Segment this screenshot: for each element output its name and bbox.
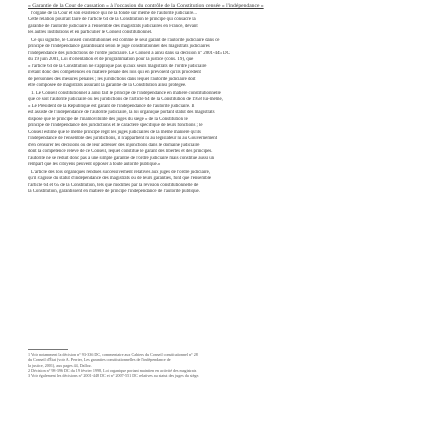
footnote-separator [28,349,68,350]
paragraph-line: principe de l'indépendance des juridictions et le caractère spécifique de leurs fonctions ; le [28,123,203,129]
footnote-line: 1 Voir notamment la décision n° 93-336 DC, commentaire aux Cahiers du Conseil constitutionnel n° 28 [28,352,198,357]
paragraph-line: qu'il s'agisse du statut d'indépendance des magistrats ou de leurs garanties, font que l'ensemble [28,176,212,182]
paragraph [28,170,394,196]
paragraph [28,38,394,90]
paragraph-line: n'étant donc des compétences en matière pénale des lois qui en prévoient qu'ils procèdent [28,70,201,76]
paragraph-line: que ce soit l'autorité judiciaire ou les juridictions de l'article 64 de la Constitution de 1958 lui-même, [28,97,223,103]
paragraph-line: est assisté de l'indépendance de l'autorité judiciaire, la loi organique portant statut des magistrats [28,110,215,116]
footnote-line: du Conseil d'État (voir A. Perrier, Les garanties constitutionnelles de l'indépendance de [28,357,171,363]
footnote-line: la justice, 2001), aux pages 44, Dalloz. [28,362,92,368]
paragraph-line: Cette relation pourrait faire de l'article 64 de la Constitution le principe qui consacre la [28,17,196,23]
document-heading: « Garantie de la Cour de cassation » à l'occasion du contrôle de la Constitution censée « l'indépendance » [28,3,264,9]
paragraph-line: dont la compétence relève de ce Conseil, lequel constitue le garant des libertés et des principes. [28,149,213,155]
document-body [28,3,394,197]
paragraph-line: « Le Président de la République est garant de l'indépendance de l'autorité judiciaire. Il [28,103,195,109]
footnote-line: 3 Voir également les décisions n° 2001-448 DC et n° 2007-551 DC relatives au statut des juges du siège. [28,373,200,378]
paragraph [28,91,394,169]
paragraph-line: l'autorité ne se réduit donc pas à une simple garantie de l'ordre judiciaire mais constitue aussi un [28,155,215,161]
paragraph-line: l'indépendance des juridictions de l'ordre judiciaire. Le Conseil a ainsi dans sa décision n° 2001-445 DC [28,50,230,56]
paragraph-line: de personnes des mesures pénales ; les juridictions dans lequel l'autorité judiciaire doit [28,76,196,82]
paragraph-line: 1. Le Conseil constitutionnel a ainsi fait le principe de l'indépendance en matière constitutionnelle [31,90,221,96]
footnotes-container [28,352,390,378]
paragraphs-container [28,11,394,196]
paragraph-line: du 19 juin 2001, Loi d'orientation et de programmation pour la justice (cons. 19), que [28,57,194,63]
paragraph-line: d'en censurer les décisions ou de leur adresser des injonctions dans le domaine judiciaire [28,142,200,148]
paragraph-line: dispose que le principe de l'inamovibilité des juges du siège » de la Constitution le [28,116,188,122]
paragraph-line: la Constitution, garantissent en matière de principe l'indépendance de l'autorité publique. [28,189,200,195]
paragraph-line: l'article 64 et 65 de la Constitution, tels que modifiés par la révision constitutionnelle de [28,182,199,188]
paragraph-line: l'indépendance de l'ensemble des juridictions, il n'appartient ni au législateur ni au Gouvernement [28,136,218,142]
paragraph-line: principe de l'indépendance garantissant selon le juge constitutionnel des magistrats judiciaires [28,44,210,50]
paragraph-line: Ce qui signifie, le Conseil constitutionnel est comme le seul garant de l'autorité judiciaire dans ce [31,37,220,43]
paragraph-line: L'article des lois organiques rendues successivement relatives aux juges de l'ordre judiciaire, [31,169,211,175]
paragraph-line: rempart que les citoyens peuvent opposer à toute autorité publique.» [28,162,161,168]
paragraph-line: les autres institutions et en particulier le Conseil constitutionnel. [28,30,153,36]
paragraph-line: « l'article 64 de la Constitution ne s'applique pas qu'aux seuls magistrats de l'ordre judiciaire [28,63,207,69]
paragraph-line: l'organe de la Cour et son existence qui ne la fonde sur même de l'autorité judiciaire... [31,10,197,16]
footnote-line: 2 Décision n° 98-396 DC du 19 février 1998, Loi organique portant maintien en activité des magistrats [28,367,197,373]
paragraph-line: Conseil estime que le même principe régit les juges judiciaires de la même manière qu'ils [28,129,201,135]
paragraph-line: garantie de l'autorité judiciaire à l'ensemble des magistrats judiciaires en France, devant [28,23,198,29]
paragraph-line: être composée de magistrats assurant la garantie de la Constitution ainsi protégée. [28,83,187,89]
paragraph [28,11,394,37]
